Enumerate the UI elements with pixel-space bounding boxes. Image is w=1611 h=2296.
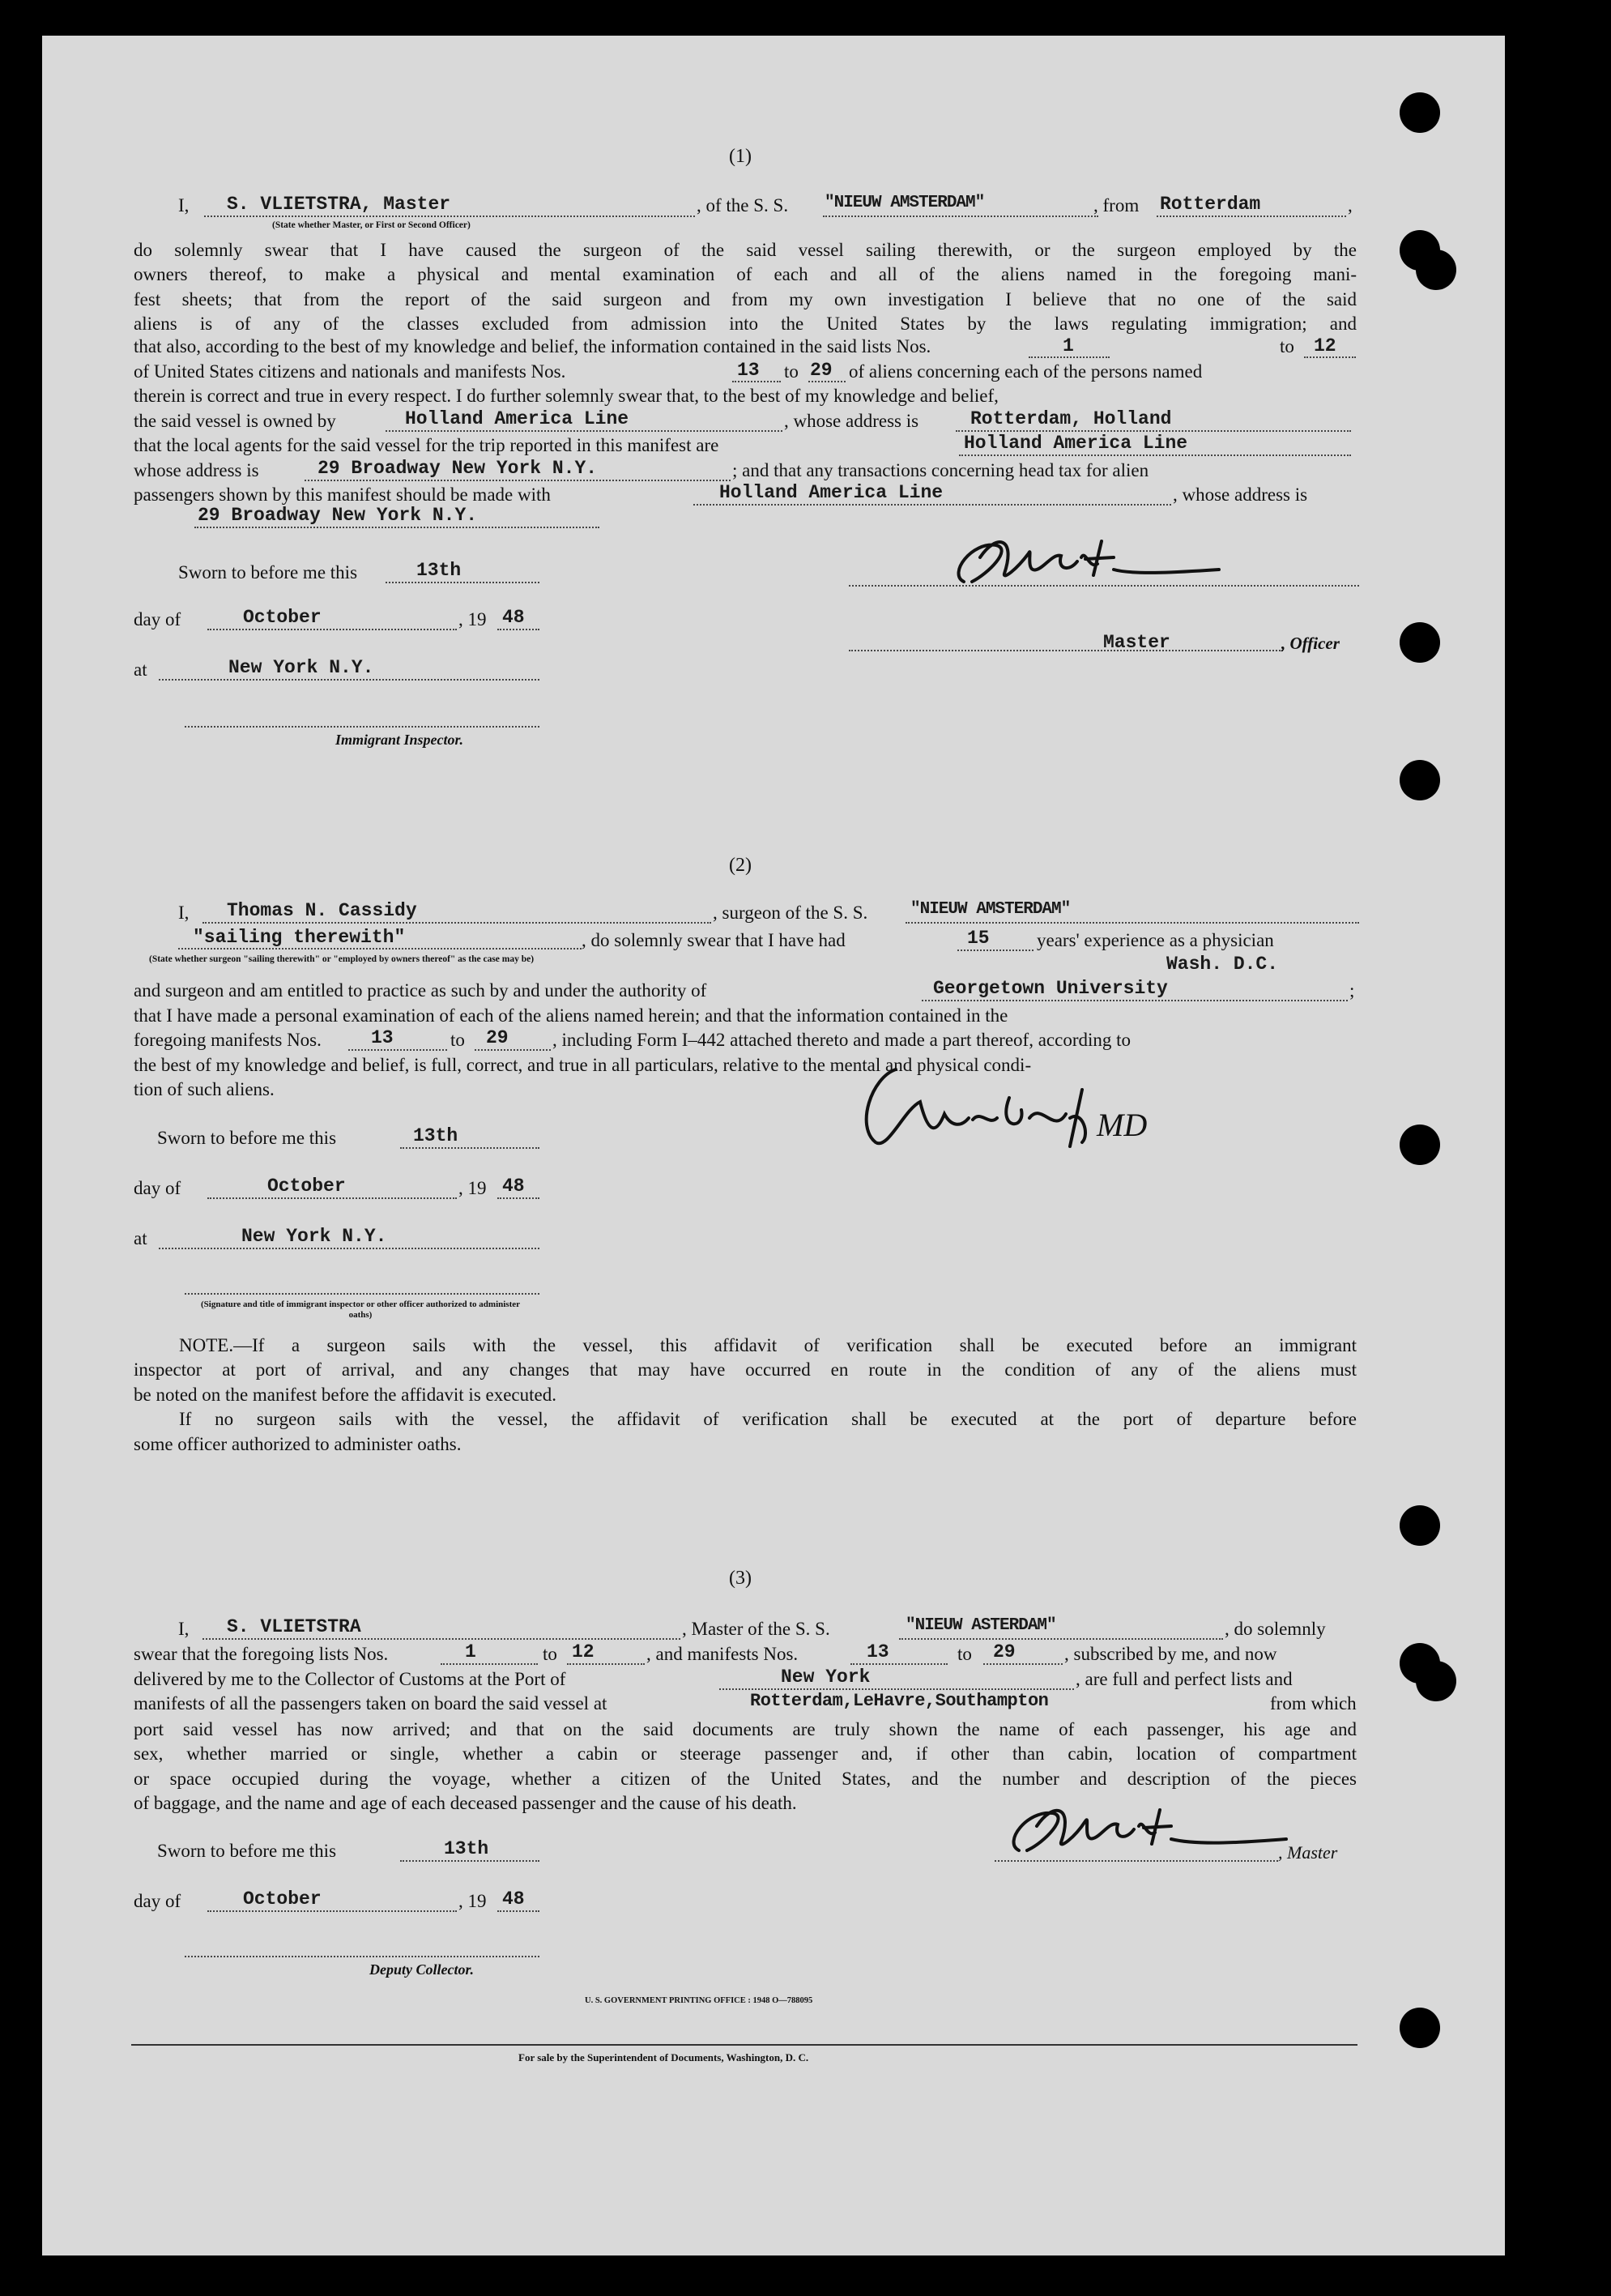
s2-note-line: NOTE.—If a surgeon sails with the vessel, this affidavit of verification shall be executed before an immigrant: [179, 1335, 1357, 1355]
s2-note-line: some officer authorized to administer oaths.: [134, 1433, 462, 1454]
s3-to: to: [543, 1644, 557, 1664]
s1-owned-label: the said vessel is owned by: [134, 411, 336, 431]
s1-agents: Holland America Line: [964, 433, 1188, 454]
s2-university: Georgetown University: [933, 978, 1168, 999]
s1-day-of: day of: [134, 609, 181, 629]
binder-hole: [1400, 1125, 1440, 1165]
s2-to: to: [450, 1030, 465, 1050]
s2-day-of: day of: [134, 1178, 181, 1198]
s2-line4b: , including Form I–442 attached thereto and made a part thereof, according to: [552, 1030, 1132, 1050]
s3-sworn-day: 13th: [444, 1838, 489, 1859]
s3-solemnly: , do solemnly: [1225, 1619, 1326, 1639]
s3-and-manifests: , and manifests Nos.: [646, 1644, 799, 1664]
s3-full-perfect: , are full and perfect lists and: [1076, 1669, 1293, 1689]
s3-name: S. VLIETSTRA: [227, 1616, 361, 1637]
s3-lists-from: 1: [465, 1641, 476, 1662]
s1-agents-address: 29 Broadway New York N.Y.: [318, 458, 598, 479]
s1-of-the: , of the S. S.: [697, 195, 789, 216]
s1-head-tax-address: 29 Broadway New York N.Y.: [198, 505, 478, 526]
s2-years: 15: [967, 928, 990, 949]
s2-place: New York N.Y.: [241, 1226, 387, 1247]
s1-manifest-from: 13: [737, 360, 760, 381]
s2-note-line: If no surgeon sails with the vessel, the affidavit of verification shall be executed at the port of departure before: [179, 1409, 1357, 1430]
section-number: (1): [729, 146, 752, 167]
s2-at: at: [134, 1228, 147, 1248]
s1-line-c: therein is correct and true in every respect. I do further solemnly swear that, to the best of my knowledge and belief,: [134, 386, 999, 406]
s2-manifest-from: 13: [371, 1027, 394, 1048]
s1-to: to: [1280, 336, 1294, 356]
s1-year-prefix: , 19: [458, 609, 487, 629]
s1-owner: Holland America Line: [405, 408, 629, 429]
s2-sailing: "sailing therewith": [193, 927, 406, 948]
s1-to: to: [784, 361, 799, 382]
s2-surgeon-of: , surgeon of the S. S.: [713, 903, 868, 923]
s1-head-tax-label: ; and that any transactions concerning head tax for alien: [732, 460, 1149, 480]
binder-hole: [1400, 2008, 1440, 2048]
s1-manifest-to: 29: [810, 360, 833, 381]
s2-semicolon: ;: [1349, 980, 1355, 1001]
s1-para-line: owners thereof, to make a physical and mental examination of each and all of the aliens named in the foregoing mani-: [134, 264, 1357, 285]
s2-line4a: foregoing manifests Nos.: [134, 1030, 322, 1050]
s3-subscribed: , subscribed by me, and now: [1064, 1644, 1277, 1664]
section-number: (2): [729, 855, 752, 876]
section-number: (3): [729, 1568, 752, 1589]
s3-manifest-from: 13: [867, 1641, 889, 1662]
s3-para-line: or space occupied during the voyage, whether a citizen of the United States, and the number and description of the pieces: [134, 1768, 1357, 1789]
binder-hole: [1400, 92, 1440, 133]
s3-ports-taken: Rotterdam,LeHavre,Southampton: [750, 1691, 1049, 1711]
gpo-imprint: U. S. GOVERNMENT PRINTING OFFICE : 1948 O—788095: [585, 1996, 813, 2005]
s1-from: , from: [1093, 195, 1140, 216]
s2-surgeon-md: MD: [1097, 1107, 1147, 1143]
s2-vessel: "NIEUW AMSTERDAM": [910, 900, 1071, 919]
s1-prefix: I,: [178, 195, 190, 216]
s2-prefix: I,: [178, 903, 190, 923]
s1-inspector-caption: Immigrant Inspector.: [335, 732, 464, 748]
s3-manifests-of: manifests of all the passengers taken on board the said vessel at: [134, 1693, 607, 1713]
s2-line3: that I have made a personal examination of each of the aliens named herein; and that the information contained in the: [134, 1005, 1008, 1026]
s1-para-line: do solemnly swear that I have caused the surgeon of the said vessel sailing therewith, or the surgeon employed by the: [134, 240, 1357, 260]
s1-lists-to: 12: [1314, 335, 1336, 356]
s3-para-line: of baggage, and the name and age of each deceased passenger and the cause of his death.: [134, 1793, 797, 1814]
s3-lists-to: 12: [572, 1641, 595, 1662]
s1-lists-from: 1: [1063, 335, 1074, 356]
binder-hole: [1416, 1661, 1456, 1701]
s3-year-prefix: , 19: [458, 1891, 487, 1911]
s2-sworn-label: Sworn to before me this: [157, 1128, 337, 1148]
s3-from-which: from which: [1270, 1693, 1357, 1713]
s2-sig-caption: (Signature and title of immigrant inspector or other officer authorized to administer oaths): [200, 1300, 521, 1320]
s1-whose-address2: , whose address is: [1173, 484, 1308, 505]
s3-year: 48: [502, 1888, 525, 1910]
s2-note-line: be noted on the manifest before the affidavit is executed.: [134, 1384, 556, 1405]
s2-manifest-to: 29: [486, 1027, 509, 1048]
s2-surgeon-name: Thomas N. Cassidy: [227, 900, 417, 921]
s2-sailing-caption: (State whether surgeon "sailing therewith" or "employed by owners thereof" as the case may be): [149, 954, 535, 964]
s2-month: October: [267, 1176, 346, 1197]
s3-month: October: [243, 1888, 322, 1910]
s2-line6: tion of such aliens.: [134, 1079, 275, 1099]
s2-swear-text: , do solemnly swear that I have had: [582, 930, 846, 950]
s1-owner-address: Rotterdam, Holland: [970, 408, 1172, 429]
s1-passengers-label: passengers shown by this manifest should be made with: [134, 484, 551, 505]
s2-years-text: years' experience as a physician: [1037, 930, 1274, 950]
s1-whose-address: , whose address is: [784, 411, 919, 431]
s1-sworn-day: 13th: [416, 560, 462, 581]
s3-port: New York: [781, 1667, 871, 1688]
footer-rule: [131, 2044, 1357, 2046]
s3-vessel: "NIEUW ASTERDAM": [906, 1616, 1056, 1635]
s1-para-line: fest sheets; that from the report of the said surgeon and from my own investigation I believe that no one of the said: [134, 288, 1357, 309]
binder-hole: [1416, 250, 1456, 290]
s3-sworn-label: Sworn to before me this: [157, 1841, 337, 1861]
s3-to: to: [957, 1644, 972, 1664]
s1-agents-label: that the local agents for the said vessel for the trip reported in this manifest are: [134, 435, 719, 455]
s3-collector-caption: Deputy Collector.: [369, 1961, 474, 1978]
s1-month: October: [243, 607, 322, 628]
binder-hole: [1400, 760, 1440, 800]
s2-year-prefix: , 19: [458, 1178, 487, 1198]
s1-at: at: [134, 659, 147, 680]
s1-master-name: S. VLIETSTRA, Master: [227, 194, 451, 215]
s1-sworn-label: Sworn to before me this: [178, 562, 358, 583]
binder-hole: [1400, 622, 1440, 663]
s3-prefix: I,: [178, 1619, 190, 1639]
s1-master-signature: [940, 525, 1231, 598]
s2-sworn-day: 13th: [413, 1125, 458, 1146]
s1-master-caption: (State whether Master, or First or Second Officer): [272, 220, 471, 230]
sale-notice: For sale by the Superintendent of Documents, Washington, D. C.: [518, 2051, 809, 2063]
s1-officer-suffix: , Officer: [1281, 634, 1340, 653]
s3-master-suffix: , Master: [1278, 1842, 1338, 1863]
s1-comma: ,: [1348, 195, 1353, 216]
s1-vessel: "NIEUW AMSTERDAM": [825, 194, 985, 212]
s3-para-line: port said vessel has now arrived; and that on the said documents are truly shown the name of each passenger, his age and: [134, 1719, 1357, 1739]
s3-delivered: delivered by me to the Collector of Customs at the Port of: [134, 1669, 566, 1689]
s2-line5: the best of my knowledge and belief, is full, correct, and true in all particulars, relative to the mental and physical condi-: [134, 1055, 1032, 1075]
s1-place: New York N.Y.: [228, 657, 374, 678]
s1-para-line: that also, according to the best of my knowledge and belief, the information contained in the said lists Nos.: [134, 336, 931, 356]
s3-day-of: day of: [134, 1891, 181, 1911]
s2-year: 48: [502, 1176, 525, 1197]
s2-note-line: inspector at port of arrival, and any changes that may have occurred en route in the condition of any of the aliens must: [134, 1359, 1357, 1381]
s1-year: 48: [502, 607, 525, 628]
s1-master-title: Master: [1103, 632, 1170, 653]
s1-line-b2: of aliens concerning each of the persons named: [849, 361, 1203, 382]
s3-manifest-to: 29: [993, 1641, 1016, 1662]
s1-para-line: aliens is of any of the classes excluded from admission into the United States by the laws regulating immigration; and: [134, 314, 1357, 335]
s3-swear-lists: swear that the foregoing lists Nos.: [134, 1644, 389, 1664]
s3-para-line: sex, whether married or single, whether a cabin or steerage passenger and, if other than cabin, location of compartment: [134, 1743, 1357, 1765]
s1-line-b: of United States citizens and nationals and manifests Nos.: [134, 361, 566, 382]
s1-head-tax-party: Holland America Line: [719, 482, 944, 503]
s2-authority-place: Wash. D.C.: [1166, 954, 1279, 975]
s1-agents-address-label: whose address is: [134, 460, 259, 480]
binder-hole: [1400, 1505, 1440, 1546]
s2-surgeon-signature: [839, 1053, 1147, 1167]
s2-practice-text: and surgeon and am entitled to practice as such by and under the authority of: [134, 980, 707, 1001]
s3-master-of: , Master of the S. S.: [682, 1619, 830, 1639]
s1-port: Rotterdam: [1160, 194, 1261, 215]
